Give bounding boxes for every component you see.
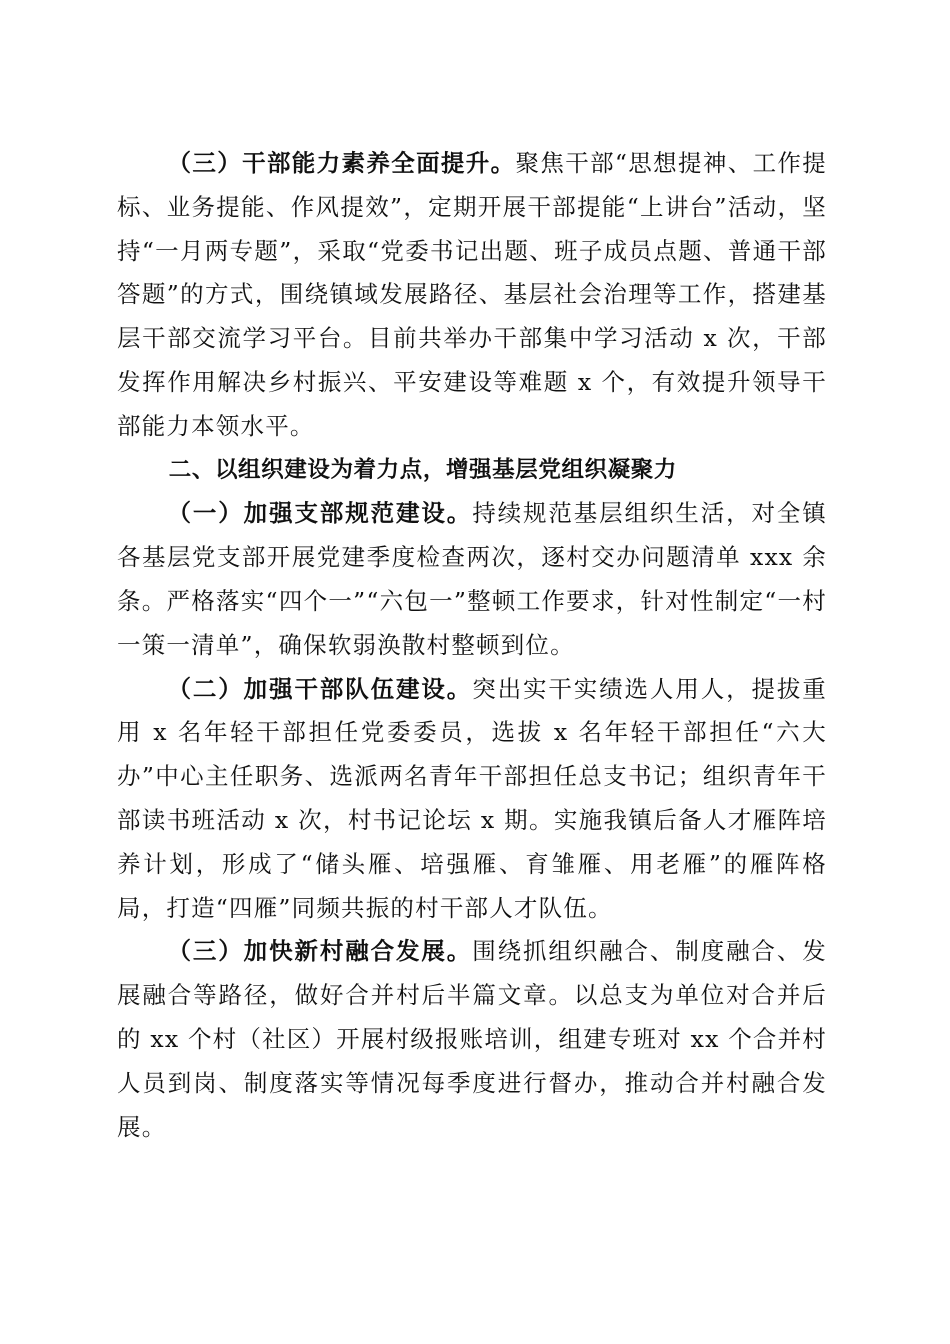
paragraph-body: 围绕抓组织融合、制度融合、发展融合等路径，做好合并村后半篇文章。以总支为单位对合并后的 xx 个村（社区）开展村级报账培训，组建专班对 xx 个合并村人员到岗、制度落实等情况每季度进行督办，推动合并村融合发展。 xyxy=(117,937,827,1141)
paragraph-body: 聚焦干部“思想提神、工作提标、业务提能、作风提效”，定期开展干部提能“上讲台”活动，坚持“一月两专题”，采取“党委书记出题、班子成员点题、普通干部答题”的方式，围绕镇域发展路径、基层社会治理等工作，搭建基层干部交流学习平台。目前共举办干部集中学习活动 x 次，干部发挥作用解决乡村振兴、平安建设等难题 x 个，有效提升领导干部能力本领水平。 xyxy=(117,149,827,440)
paragraph-lead: （一）加强支部规范建设。 xyxy=(167,499,473,528)
section-heading: 二、以组织建设为着力点，增强基层党组织凝聚力 xyxy=(168,456,677,483)
paragraph-lead: （三）干部能力素养全面提升。 xyxy=(167,149,516,177)
paragraph-branch-standardization xyxy=(117,492,827,667)
paragraph-body: 持续规范基层组织生活，对全镇各基层党支部开展党建季度检查两次，逐村交办问题清单 xxx 余条。严格落实“四个一”“六包一”整顿工作要求，针对性制定“一村一策一清单”，确保软弱涣散村整顿到位。 xyxy=(117,499,827,659)
paragraph-cadre-team xyxy=(117,668,827,931)
document-page xyxy=(117,142,827,1149)
paragraph-cadre-ability xyxy=(117,142,827,449)
paragraph-village-integration xyxy=(117,930,827,1149)
paragraph-lead: （二）加强干部队伍建设。 xyxy=(167,674,473,703)
paragraph-lead: （三）加快新村融合发展。 xyxy=(167,937,473,966)
paragraph-body: 突出实干实绩选人用人，提拔重用 x 名年轻干部担任党委委员，选拔 x 名年轻干部担任“六大办”中心主任职务、选派两名青年干部担任总支书记；组织青年干部读书班活动 x 次，村书记论坛 x 期。实施我镇后备人才雁阵培养计划，形成了“储头雁、培强雁、育雏雁、用老雁”的雁阵格局，打造“四雁”同频共振的村干部人才队伍。 xyxy=(117,674,827,922)
